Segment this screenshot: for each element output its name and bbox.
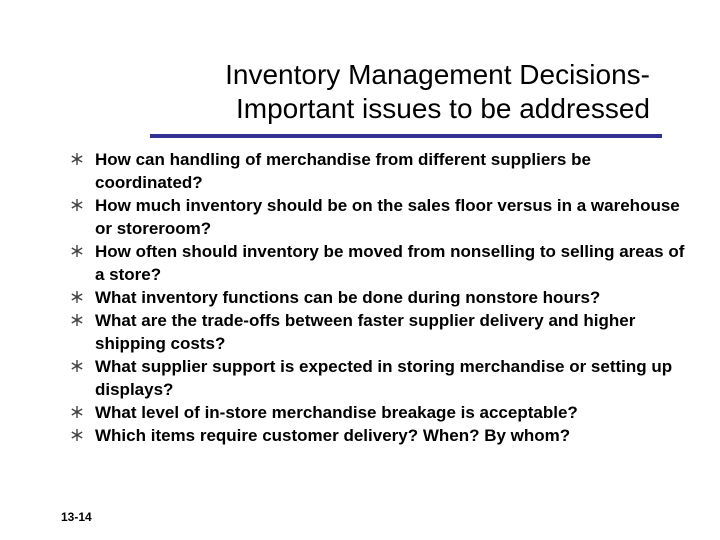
title-underline <box>150 134 662 138</box>
bullet-text: What supplier support is expected in storing merchandise or setting up displays? <box>95 357 673 399</box>
snowflake-bullet-icon <box>70 428 84 442</box>
bullet-text: What level of in-store merchandise breakage is acceptable? <box>95 403 578 422</box>
bullet-list <box>70 148 690 447</box>
bullet-text: What inventory functions can be done during nonstore hours? <box>95 288 601 307</box>
bullet-text: How much inventory should be on the sales floor versus in a warehouse or storeroom? <box>95 196 680 238</box>
bullet-item <box>70 286 690 309</box>
snowflake-bullet-icon <box>70 290 84 304</box>
bullet-text: How often should inventory be moved from nonselling to selling areas of a store? <box>95 242 685 284</box>
snowflake-bullet-icon <box>70 359 84 373</box>
bullet-text: How can handling of merchandise from different suppliers be coordinated? <box>95 150 591 192</box>
bullet-item <box>70 240 690 286</box>
snowflake-bullet-icon <box>70 152 84 166</box>
bullet-item <box>70 194 690 240</box>
bullet-text: Which items require customer delivery? When? By whom? <box>95 426 571 445</box>
bullet-item <box>70 424 690 447</box>
bullet-item <box>70 401 690 424</box>
snowflake-bullet-icon <box>70 198 84 212</box>
slide-title-line-2: Important issues to be addressed <box>235 93 650 124</box>
snowflake-bullet-icon <box>70 244 84 258</box>
bullet-item <box>70 355 690 401</box>
bullet-item <box>70 309 690 355</box>
snowflake-bullet-icon <box>70 405 84 419</box>
slide-title-line-1: Inventory Management Decisions- <box>225 59 650 90</box>
bullet-item <box>70 148 690 194</box>
snowflake-bullet-icon <box>70 313 84 327</box>
bullet-text: What are the trade-offs between faster supplier delivery and higher shipping costs? <box>95 311 636 353</box>
slide-title <box>95 58 650 126</box>
slide-number: 13-14 <box>61 510 92 524</box>
